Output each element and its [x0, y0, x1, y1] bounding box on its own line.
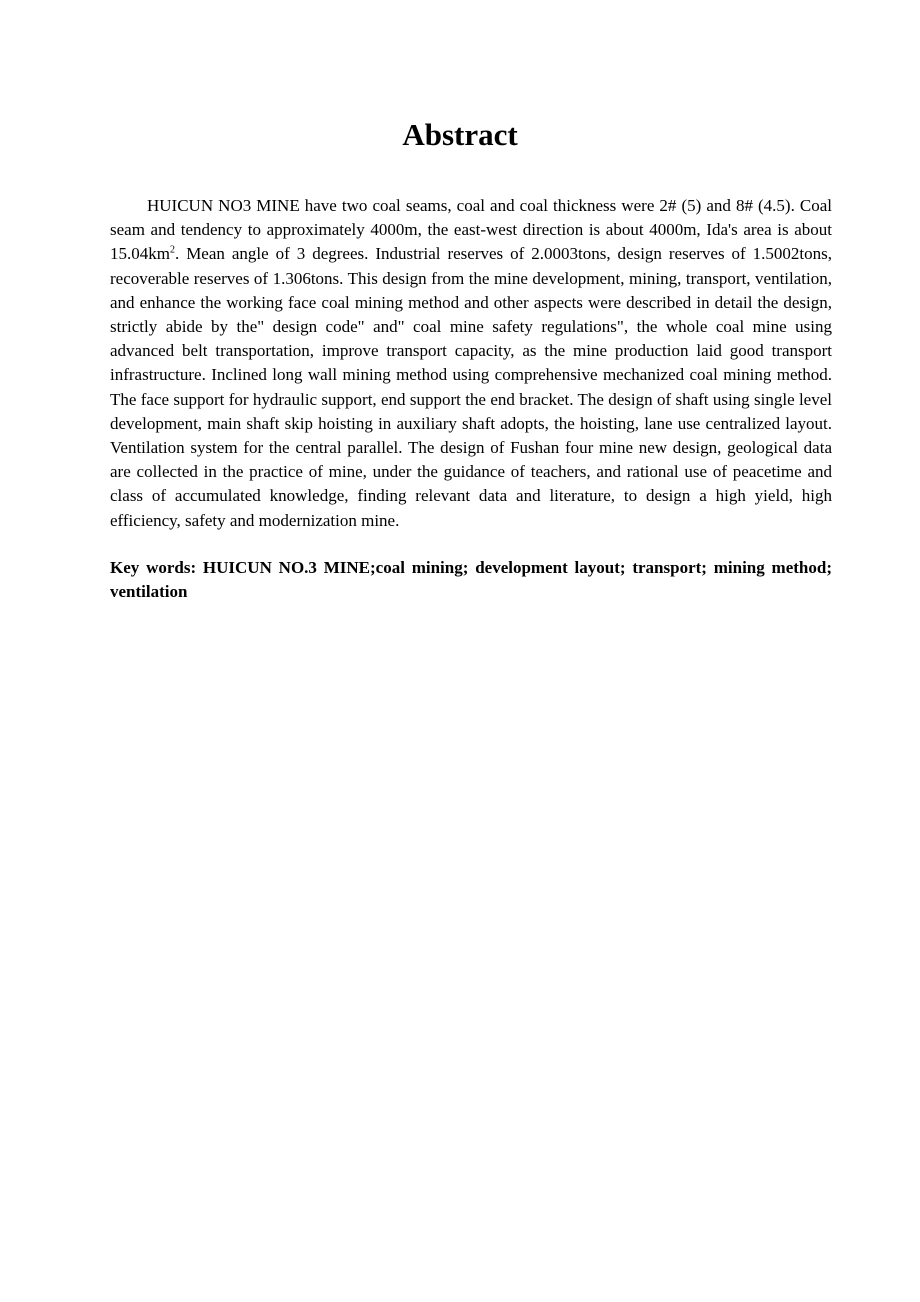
keywords-line: Key words: HUICUN NO.3 MINE;coal mining; development layout; transport; mining method; ventilation [110, 558, 832, 602]
page-title: Abstract [402, 117, 518, 152]
abstract-text-part1: HUICUN NO3 MINE have two coal seams, coal and coal thickness were 2# (5) and 8# (4.5). Coal seam and tendency to approximately 4000m, the east-west direction is about 4000m, Ida's area is about 15.04km [110, 196, 832, 264]
abstract-paragraph [110, 194, 832, 533]
superscript-2: 2 [169, 244, 175, 256]
abstract-text-part2: . Mean angle of 3 degrees. Industrial reserves of 2.0003tons, design reserves of 1.5002tons, recoverable reserves of 1.306tons. This design from the mine development, mining, transport, ventilation, and enhance the working face coal mining method and other aspects were described in detail the design, strictly abide by the" design code" and" coal mine safety regulations", the whole coal mine using advanced belt transportation, improve transport capacity, as the mine production laid good transport infrastructure. Inclined long wall mining method using comprehensive mechanized coal mining method. The face support for hydraulic support, end support the end bracket. The design of shaft using single level development, main shaft skip hoisting in auxiliary shaft adopts, the hoisting, lane use centralized layout. Ventilation system for the central parallel. The design of Fushan four mine new design, geological data are collected in the practice of mine, under the guidance of teachers, and rational use of peacetime and class of accumulated knowledge, finding relevant data and literature, to design a high yield, high efficiency, safety and modernization mine. [110, 244, 832, 530]
